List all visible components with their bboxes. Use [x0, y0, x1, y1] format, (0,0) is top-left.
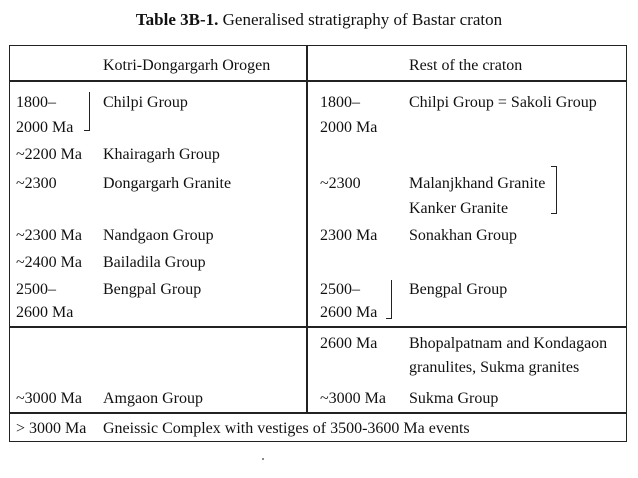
right-age: 2500–	[320, 281, 360, 298]
right-unit: Sonakhan Group	[409, 227, 517, 244]
left-age: 1800–	[16, 94, 56, 111]
left-unit: Khairagarh Group	[103, 146, 220, 163]
right-age: ~2300	[320, 175, 361, 192]
left-age: 2600 Ma	[16, 304, 74, 321]
right-unit: granulites, Sukma granites	[409, 359, 580, 376]
header-divider	[9, 80, 627, 82]
right-unit: Sukma Group	[409, 390, 499, 407]
table-label: Table 3B-1.	[135, 10, 219, 29]
right-bracket-granites	[551, 166, 557, 214]
right-age: 2600 Ma	[320, 335, 378, 352]
right-unit: Bhopalpatnam and Kondagaon	[409, 335, 608, 352]
table-title	[0, 10, 638, 30]
right-age: 2600 Ma	[320, 304, 378, 321]
left-age: ~2300	[16, 175, 57, 192]
left-age: ~2400 Ma	[16, 254, 82, 271]
right-unit: Bengpal Group	[409, 281, 508, 298]
left-age: 2000 Ma	[16, 119, 74, 136]
header-left: Kotri-Dongargarh Orogen	[103, 57, 271, 74]
speck-mark	[262, 458, 264, 460]
left-unit: Chilpi Group	[103, 94, 188, 111]
table-caption: Generalised stratigraphy of Bastar craton	[222, 10, 503, 29]
right-unit: Chilpi Group = Sakoli Group	[409, 94, 597, 111]
left-age: ~2300 Ma	[16, 227, 82, 244]
left-unit: Amgaon Group	[103, 390, 203, 407]
right-age: 2300 Ma	[320, 227, 378, 244]
left-unit: Dongargarh Granite	[103, 175, 232, 192]
right-unit: Malanjkhand Granite	[409, 175, 546, 192]
left-bracket-chilpi	[84, 92, 90, 131]
header-right: Rest of the craton	[409, 57, 523, 74]
column-divider	[306, 45, 308, 413]
section-divider	[9, 326, 627, 328]
right-unit: Kanker Granite	[409, 200, 509, 217]
left-unit: Nandgaon Group	[103, 227, 214, 244]
bottom-row-divider	[9, 412, 627, 414]
left-age: 2500–	[16, 281, 56, 298]
left-unit: Bengpal Group	[103, 281, 202, 298]
left-unit: Bailadila Group	[103, 254, 206, 271]
bottom-age: > 3000 Ma	[16, 420, 87, 437]
right-bracket-bengpal	[386, 280, 392, 319]
right-age: 2000 Ma	[320, 119, 378, 136]
bottom-unit: Gneissic Complex with vestiges of 3500-3600 Ma events	[103, 420, 470, 437]
right-age: ~3000 Ma	[320, 390, 386, 407]
right-age: 1800–	[320, 94, 360, 111]
left-age: ~3000 Ma	[16, 390, 82, 407]
left-age: ~2200 Ma	[16, 146, 82, 163]
